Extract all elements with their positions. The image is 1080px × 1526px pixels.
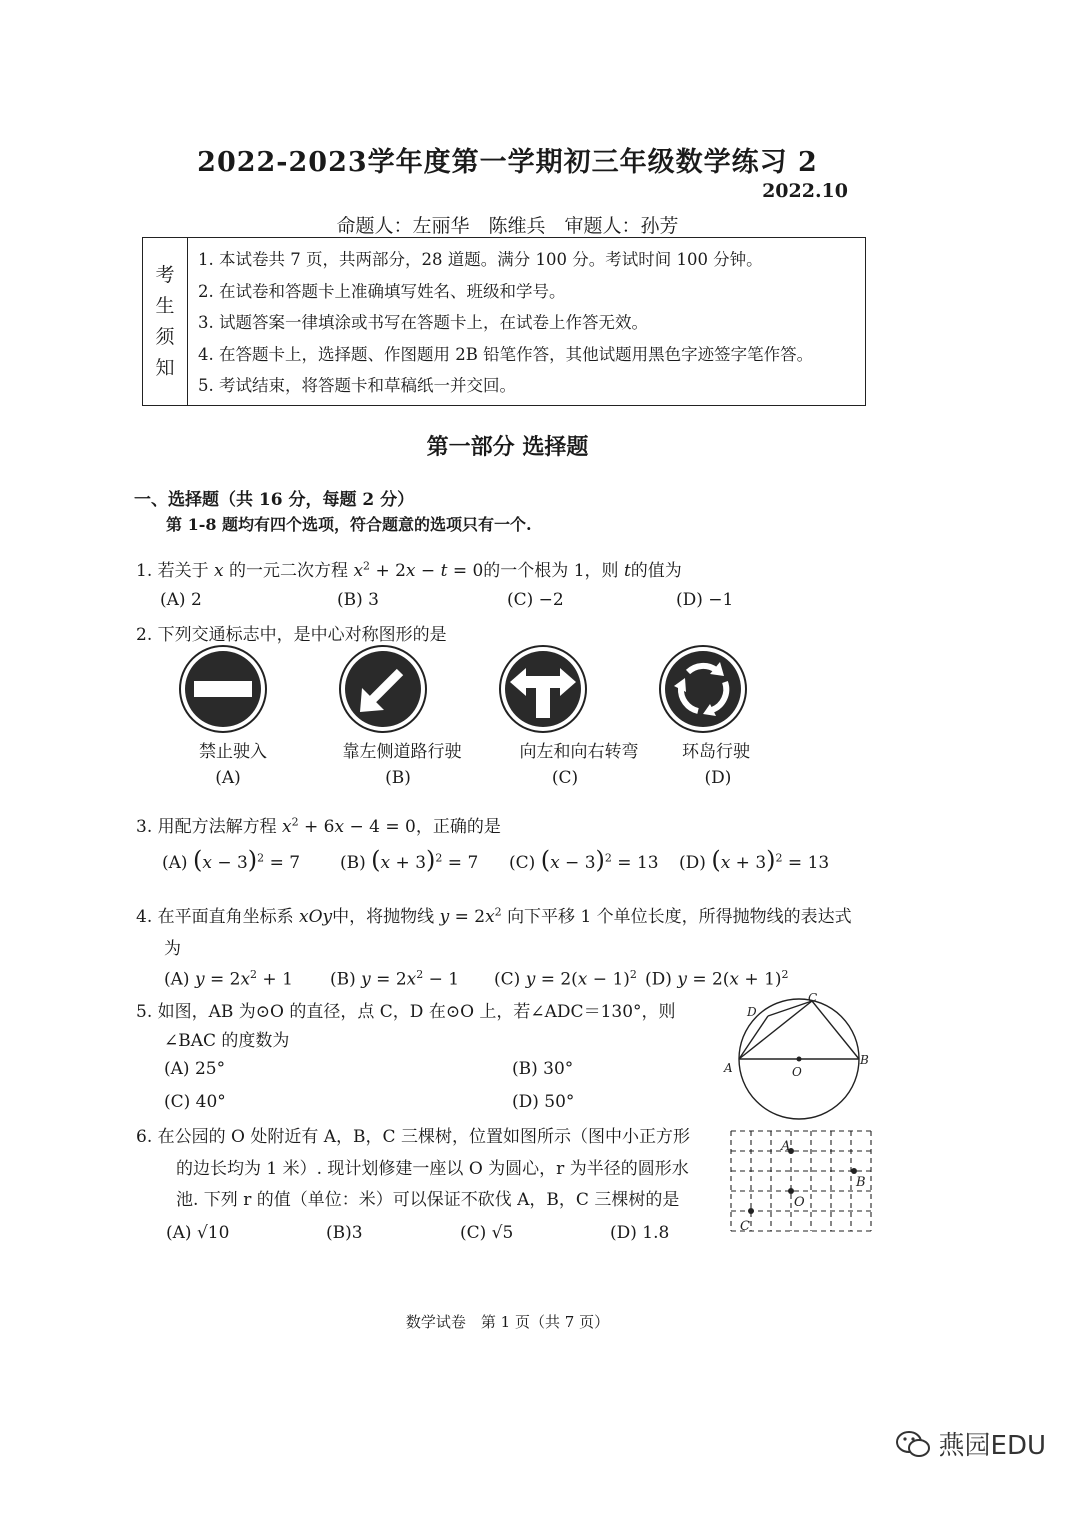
exam-authors: 命题人：左丽华 陈维兵 审题人：孙芳 bbox=[336, 215, 679, 237]
q5-label-o: O bbox=[792, 1065, 802, 1079]
q6-label-a: A bbox=[781, 1139, 791, 1154]
question-5-stem-line1: 5. 如图，AB 为⊙O 的直径，点 C，D 在⊙O 上，若∠ADC＝130°，则 bbox=[136, 1002, 676, 1022]
q4-stem-line2: 为 bbox=[164, 939, 181, 959]
section-heading: 一、选择题（共 16 分，每题 2 分） bbox=[134, 490, 415, 510]
exam-title: 2022-2023学年度第一学期初三年级数学练习 2 bbox=[197, 147, 818, 178]
question-1-stem: 1. 若关于 x 的一元二次方程 $x^2 + 2x - t = 0$的一个根为 1，则 t的值为 bbox=[136, 559, 682, 581]
q6-grid-figure bbox=[728, 1128, 880, 1240]
question-6-stem-line3: 池. 下列 r 的值（单位：米）可以保证不砍伐 A，B，C 三棵树的是 bbox=[176, 1190, 680, 1210]
q4-stem-mid: 中，将抛物线 bbox=[332, 907, 435, 927]
q5-option-c: (C) 40° bbox=[164, 1092, 226, 1112]
q5-label-a: A bbox=[724, 1061, 733, 1075]
q6-option-d: (D) 1.8 bbox=[610, 1223, 670, 1243]
q6-label-o: O bbox=[794, 1195, 805, 1210]
q1-end: 的值为 bbox=[630, 561, 682, 581]
q6-option-c: (C) √5 bbox=[460, 1223, 514, 1243]
q1-option-a: (A) 2 bbox=[160, 590, 202, 610]
sign-d-letter: (D) bbox=[704, 768, 732, 788]
q1-pre: 若关于 bbox=[157, 561, 209, 581]
notice-label-char: 生 bbox=[155, 294, 175, 317]
q1-post: 的一个根为 1，则 bbox=[483, 561, 619, 581]
sign-b-label: 靠左侧道路行驶 bbox=[342, 742, 462, 762]
wechat-icon bbox=[895, 1429, 931, 1459]
q5-option-a: (A) 25° bbox=[164, 1059, 226, 1079]
notice-item: 5. 考试结束，将答题卡和草稿纸一并交回。 bbox=[198, 376, 516, 395]
question-6-stem-line1: 6. 在公园的 O 处附近有 A，B，C 三棵树，位置如图所示（图中小正方形 bbox=[136, 1127, 690, 1147]
q5-label-c: C bbox=[808, 992, 818, 1005]
no-entry-sign-icon bbox=[178, 644, 268, 734]
q1-option-b: (B) 3 bbox=[337, 590, 379, 610]
q3-option-a: (A) $(x - 3)^2 = 7$ bbox=[162, 846, 301, 874]
notice-item: 2. 在试卷和答题卡上准确填写姓名、班级和学号。 bbox=[198, 281, 566, 301]
q4-stem-post: 向下平移 1 个单位长度，所得抛物线的表达式 bbox=[507, 907, 852, 927]
q3-option-d-label: (D) bbox=[679, 853, 706, 873]
notice-item: 4. 在答题卡上，选择题、作图题用 2B 铅笔作答，其他试题用黑色字迹签字笔作答。 bbox=[198, 344, 814, 364]
question-3-stem bbox=[136, 812, 501, 837]
q4-stem-pre: 4. 在平面直角坐标系 bbox=[136, 907, 294, 927]
q4-option-d-label: (D) bbox=[645, 969, 672, 990]
q4-option-b-label: (B) bbox=[330, 969, 356, 990]
watermark bbox=[895, 1425, 1046, 1462]
q1-option-d: (D) −1 bbox=[676, 590, 734, 610]
notice-label bbox=[143, 238, 188, 405]
sign-a-label: 禁止驶入 bbox=[199, 742, 267, 762]
turn-left-right-sign-icon bbox=[498, 644, 588, 734]
q6-option-b: (B)3 bbox=[326, 1223, 363, 1243]
part-title: 第一部分 选择题 bbox=[426, 434, 589, 460]
sign-c-label: 向左和向右转弯 bbox=[519, 742, 639, 762]
exam-notice-box bbox=[142, 237, 866, 406]
sign-a-letter: (A) bbox=[215, 768, 241, 788]
sign-b-letter: (B) bbox=[385, 768, 411, 788]
sign-c-letter: (C) bbox=[551, 768, 579, 788]
page-footer: 数学试卷 第 1 页（共 7 页） bbox=[405, 1313, 610, 1331]
q4-option-b: (B) $y = 2x^2 - 1$ bbox=[330, 968, 460, 990]
q3-option-d: (D) $(x + 3)^2 = 13$ bbox=[679, 846, 830, 874]
q6-label-c: C bbox=[740, 1219, 750, 1234]
q5-option-b: (B) 30° bbox=[512, 1059, 574, 1079]
watermark-text: 燕园EDU bbox=[938, 1431, 1046, 1461]
notice-item: 1. 本试卷共 7 页，共两部分，28 道题。满分 100 分。考试时间 100 分钟。 bbox=[198, 250, 763, 269]
q5-circle-figure bbox=[720, 992, 880, 1122]
q3-stem-pre: 3. 用配方法解方程 bbox=[136, 817, 277, 837]
q1-num: 1. bbox=[136, 561, 153, 581]
question-6-stem-line2: 的边长均为 1 米）. 现计划修建一座以 O 为圆心，r 为半径的圆形水 bbox=[176, 1159, 689, 1179]
q1-equation: $x^2 + 2x - t = 0$ bbox=[353, 559, 484, 581]
q3-option-c-label: (C) bbox=[509, 853, 536, 873]
notice-label-char: 须 bbox=[155, 325, 175, 348]
question-5-stem-line2: ∠BAC 的度数为 bbox=[164, 1031, 290, 1051]
q3-stem-post: ，正确的是 bbox=[415, 817, 501, 837]
q3-equation: $x^2 + 6x - 4 = 0$ bbox=[282, 815, 416, 837]
question-2-stem: 2. 下列交通标志中，是中心对称图形的是 bbox=[136, 625, 447, 645]
q1-option-c: (C) −2 bbox=[507, 590, 564, 610]
q3-option-c: (C) $(x - 3)^2 = 13$ bbox=[509, 846, 659, 874]
q5-label-b: B bbox=[860, 1053, 869, 1067]
q4-option-a-label: (A) bbox=[164, 969, 190, 990]
q6-label-b: B bbox=[856, 1175, 866, 1190]
q6-option-a: (A) √10 bbox=[166, 1223, 230, 1243]
q4-option-c: (C) $y = 2(x - 1)^2$ bbox=[494, 968, 637, 990]
q4-option-d: (D) $y = 2(x + 1)^2$ bbox=[645, 968, 789, 990]
q3-option-a-label: (A) bbox=[162, 853, 188, 873]
notice-label-char: 知 bbox=[155, 356, 175, 379]
q5-label-d: D bbox=[747, 1005, 757, 1019]
q1-mid: 的一元二次方程 bbox=[229, 561, 349, 581]
question-4-stem: 4. 在平面直角坐标系 xOy中，将抛物线 $y = 2x^2$ 向下平移 1 个单位长度，所得抛物线的表达式 bbox=[136, 905, 852, 927]
roundabout-sign-icon bbox=[658, 644, 748, 734]
notice-items bbox=[188, 238, 865, 405]
q3-option-b: (B) $(x + 3)^2 = 7$ bbox=[340, 846, 479, 874]
sign-d-label: 环岛行驶 bbox=[682, 742, 750, 762]
exam-date: 2022.10 bbox=[762, 180, 848, 202]
notice-item: 3. 试题答案一律填涂或书写在答题卡上，在试卷上作答无效。 bbox=[198, 313, 648, 332]
q5-option-d: (D) 50° bbox=[512, 1092, 575, 1112]
q4-option-a: (A) $y = 2x^2 + 1$ bbox=[164, 968, 293, 990]
q4-option-c-label: (C) bbox=[494, 969, 521, 990]
section-note: 第 1-8 题均有四个选项，符合题意的选项只有一个. bbox=[166, 515, 532, 534]
keep-left-sign-icon bbox=[338, 644, 428, 734]
q3-option-b-label: (B) bbox=[340, 853, 366, 873]
notice-label-char: 考 bbox=[155, 263, 175, 286]
